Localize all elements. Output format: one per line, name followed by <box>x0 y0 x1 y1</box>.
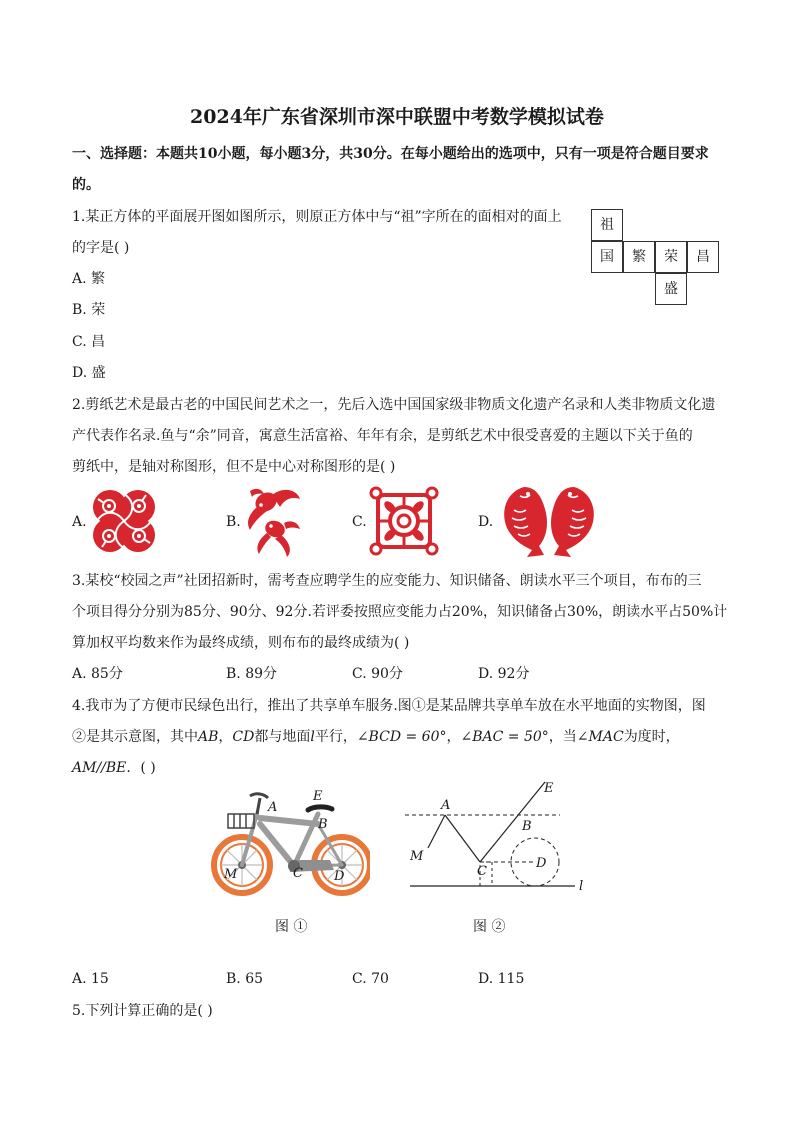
text-segment: ②是其示意图，其中 <box>72 729 198 745</box>
figure2-label-b: B <box>522 819 532 834</box>
q1-stem-line-1: 1.某正方体的平面展开图如图所示，则原正方体中与“祖”字所在的面相对的面上 <box>72 209 562 225</box>
text-segment: 为度时， <box>623 729 680 745</box>
figure1-label-a: A <box>268 800 278 815</box>
q1-stem-line-2: 的字是( ) <box>72 240 130 256</box>
paper-cut-a-image[interactable] <box>88 485 160 557</box>
net-cell: 昌 <box>687 241 719 273</box>
figure2-label-m: M <box>410 849 424 864</box>
bike-schematic-figure <box>402 778 588 894</box>
net-cell: 国 <box>591 241 623 273</box>
math-segment: l <box>310 729 315 745</box>
cube-net-figure <box>591 209 721 307</box>
figure2-caption: 图 ② <box>473 919 506 935</box>
segment-ac <box>445 815 480 862</box>
q1-option-d[interactable]: D. 盛 <box>72 365 106 381</box>
math-segment: AB <box>198 729 219 745</box>
q2-stem-line-3: 剪纸中，是轴对称图形，但不是中心对称图形的是( ) <box>72 459 396 475</box>
paper-cut-d-image[interactable] <box>494 484 604 558</box>
figure1-label-c: C <box>293 866 303 881</box>
text-segment: 都与地面 <box>254 729 311 745</box>
net-cell: 盛 <box>655 273 687 305</box>
text-segment: ， <box>446 729 461 745</box>
math-segment: CD <box>232 729 255 745</box>
q3-stem-line-2: 个项目得分分别为85分、90分、92分.若评委按照应变能力占20%，知识储备占30%，朗读水平占50%计 <box>72 604 728 620</box>
bike-handlebar <box>250 794 268 814</box>
q1-option-c[interactable]: C. 昌 <box>72 334 106 350</box>
q3-option-b[interactable]: B. 89分 <box>226 666 278 682</box>
figure1-label-e: E <box>313 789 323 804</box>
text-segment: ．( ) <box>126 760 156 776</box>
q3-option-d[interactable]: D. 92分 <box>478 666 530 682</box>
net-cell: 祖 <box>591 209 623 241</box>
figure2-label-e: E <box>544 781 554 796</box>
q3-option-a[interactable]: A. 85分 <box>72 666 123 682</box>
bike-basket <box>228 814 254 828</box>
q2-option-a-label[interactable]: A. <box>72 514 87 530</box>
bike-seat <box>308 807 332 810</box>
q4-option-b[interactable]: B. 65 <box>226 971 264 987</box>
q4-option-d[interactable]: D. 115 <box>478 971 525 987</box>
q3-option-c[interactable]: C. 90分 <box>352 666 403 682</box>
math-segment: ∠BCD = 60° <box>356 729 447 745</box>
q4-stem-line-3 <box>72 758 156 778</box>
q2-stem-line-1: 2.剪纸艺术是最古老的中国民间艺术之一，先后入选中国国家级非物质文化遗产名录和人类非物质文化遗 <box>72 397 716 413</box>
koi-fish-left <box>504 487 547 557</box>
bike-photo-figure <box>210 784 370 898</box>
paper-cut-c-image[interactable] <box>368 485 440 557</box>
section-header-line-1: 一、选择题：本题共10小题，每小题3分，共30分。在每小题给出的选项中，只有一项是符合题目要求 <box>72 146 709 162</box>
math-segment: AM//BE <box>72 760 127 776</box>
q1-option-a[interactable]: A. 繁 <box>72 271 106 287</box>
q2-stem-line-2: 产代表作名录.鱼与“余”同音，寓意生活富裕、年年有余，是剪纸艺术中很受喜爱的主题以下关于鱼的 <box>72 428 693 444</box>
section-header-line-2: 的。 <box>72 177 100 193</box>
net-cell: 繁 <box>623 241 655 273</box>
figure2-label-d: D <box>536 856 547 871</box>
goldfish-shapes <box>248 489 300 557</box>
math-segment: ∠BAC = 50° <box>460 729 549 745</box>
net-cell: 荣 <box>655 241 687 273</box>
math-segment: ∠MAC <box>576 729 624 745</box>
q4-stem-line-1: 4.我市为了方便市民绿色出行，推出了共享单车服务.图①是某品牌共享单车放在水平地面的实物图，图 <box>72 698 706 714</box>
page-title: 2024年广东省深圳市深中联盟中考数学模拟试卷 <box>190 106 604 128</box>
koi-fish-right <box>551 487 594 557</box>
figure2-label-l: l <box>579 879 584 894</box>
q3-stem-line-3: 算加权平均数来作为最终成绩，则布布的最终成绩为( ) <box>72 635 410 651</box>
text-segment: 平行， <box>314 729 357 745</box>
figure1-label-m: M <box>224 867 238 882</box>
q2-option-b-label[interactable]: B. <box>226 514 241 530</box>
q2-option-c-label[interactable]: C. <box>352 514 367 530</box>
paper-cut-frame <box>371 488 437 554</box>
text-segment: ，当 <box>548 729 577 745</box>
figure1-label-d: D <box>334 869 345 884</box>
segment-am <box>428 815 445 848</box>
q4-option-c[interactable]: C. 70 <box>352 971 389 987</box>
paper-cut-b-image[interactable] <box>240 485 304 557</box>
figure1-caption: 图 ① <box>275 919 308 935</box>
figure2-label-a: A <box>441 798 451 813</box>
figure2-label-c: C <box>477 864 487 879</box>
q4-stem-line-2 <box>72 727 680 747</box>
figure1-label-b: B <box>318 817 328 832</box>
q3-stem-line-1: 3.某校“校园之声”社团招新时，需考查应聘学生的应变能力、知识储备、朗读水平三个项目，布布的三 <box>72 573 702 589</box>
q4-option-a[interactable]: A. 15 <box>72 971 109 987</box>
segment-ce <box>480 782 545 862</box>
q2-option-d-label[interactable]: D. <box>478 514 494 530</box>
text-segment: ， <box>218 729 233 745</box>
q5-stem-line-1: 5.下列计算正确的是( ) <box>72 1003 213 1019</box>
q1-option-b[interactable]: B. 荣 <box>72 302 106 318</box>
